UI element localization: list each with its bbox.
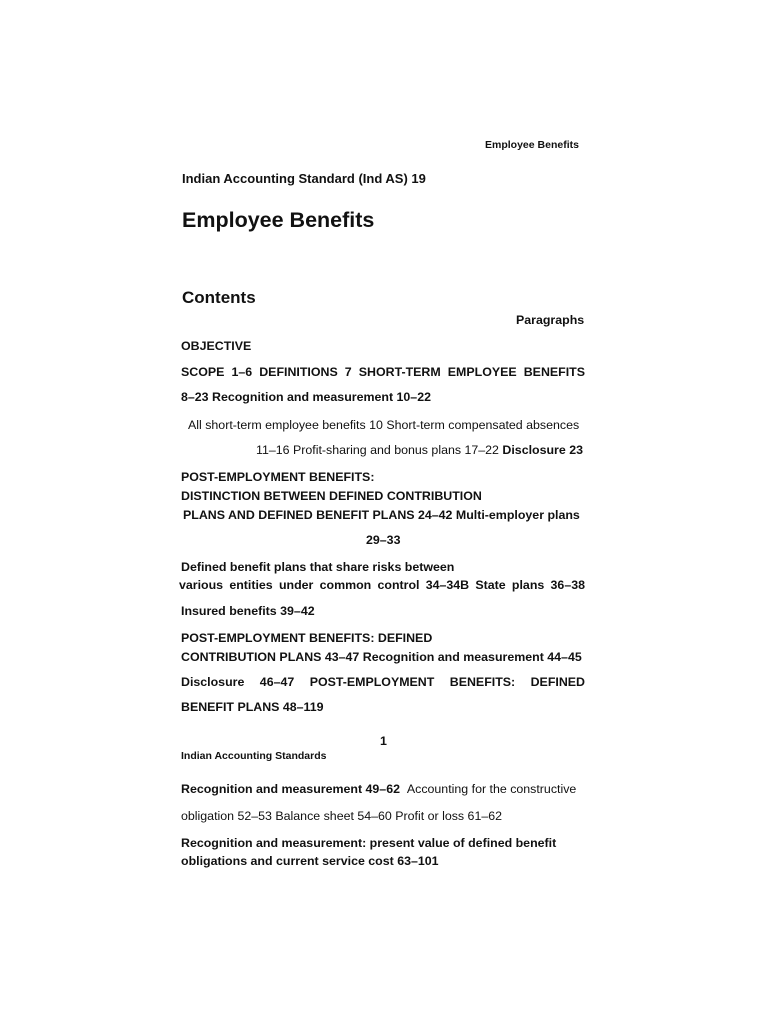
toc-post-employment: POST-EMPLOYMENT BENEFITS: bbox=[181, 470, 375, 484]
toc-distinction: DISTINCTION BETWEEN DEFINED CONTRIBUTION bbox=[181, 489, 482, 503]
toc-objective: OBJECTIVE bbox=[181, 339, 252, 353]
toc-obligations-service-cost: obligations and current service cost 63–101 bbox=[181, 854, 439, 868]
toc-profit-sharing bbox=[256, 443, 583, 458]
toc-obligation: obligation 52–53 Balance sheet 54–60 Profit or loss 61–62 bbox=[181, 809, 503, 823]
standard-line: Indian Accounting Standard (Ind AS) 19 bbox=[182, 171, 426, 186]
footer-label: Indian Accounting Standards bbox=[181, 750, 327, 762]
toc-contribution-plans: CONTRIBUTION PLANS 43–47 Recognition and measurement 44–45 bbox=[181, 650, 582, 664]
toc-disclosure-23: Disclosure 23 bbox=[502, 443, 583, 457]
page-number: 1 bbox=[380, 734, 387, 748]
toc-insured-benefits: Insured benefits 39–42 bbox=[181, 604, 315, 618]
toc-recognition-present-value: Recognition and measurement: present value of defined benefit bbox=[181, 836, 557, 850]
paragraphs-label: Paragraphs bbox=[516, 313, 585, 327]
toc-post-employment-defined: POST-EMPLOYMENT BENEFITS: DEFINED bbox=[181, 631, 433, 645]
toc-benefit-plans: BENEFIT PLANS 48–119 bbox=[181, 700, 324, 714]
toc-recognition-10-22: 8–23 Recognition and measurement 10–22 bbox=[181, 390, 431, 404]
toc-various-entities: various entities under common control 34–34B State plans 36–38 bbox=[179, 578, 585, 592]
toc-disclosure-46-47: Disclosure 46–47 POST-EMPLOYMENT BENEFITS: DEFINED bbox=[181, 675, 585, 689]
toc-profit-sharing-text: 11–16 Profit-sharing and bonus plans 17–22 bbox=[256, 443, 499, 457]
toc-all-short-term: All short-term employee benefits 10 Short-term compensated absences bbox=[188, 418, 580, 432]
toc-defined-share-risks: Defined benefit plans that share risks between bbox=[181, 560, 455, 574]
toc-plans-defined-text: PLANS AND DEFINED BENEFIT PLANS 24–42 bbox=[183, 508, 453, 522]
toc-multi-employer: Multi-employer plans bbox=[455, 508, 580, 522]
page-title: Employee Benefits bbox=[182, 208, 375, 232]
toc-accounting-constructive: Accounting for the constructive bbox=[406, 782, 577, 796]
toc-recognition-49-62-text: Recognition and measurement 49–62 bbox=[181, 782, 400, 796]
toc-scope: SCOPE 1–6 DEFINITIONS 7 SHORT-TERM EMPLOYEE BENEFITS bbox=[181, 365, 585, 379]
toc-range-29-33: 29–33 bbox=[366, 533, 401, 547]
toc-recognition-49-62 bbox=[181, 782, 576, 797]
contents-heading: Contents bbox=[182, 288, 256, 307]
running-header: Employee Benefits bbox=[485, 139, 579, 151]
toc-plans-defined bbox=[183, 508, 580, 523]
